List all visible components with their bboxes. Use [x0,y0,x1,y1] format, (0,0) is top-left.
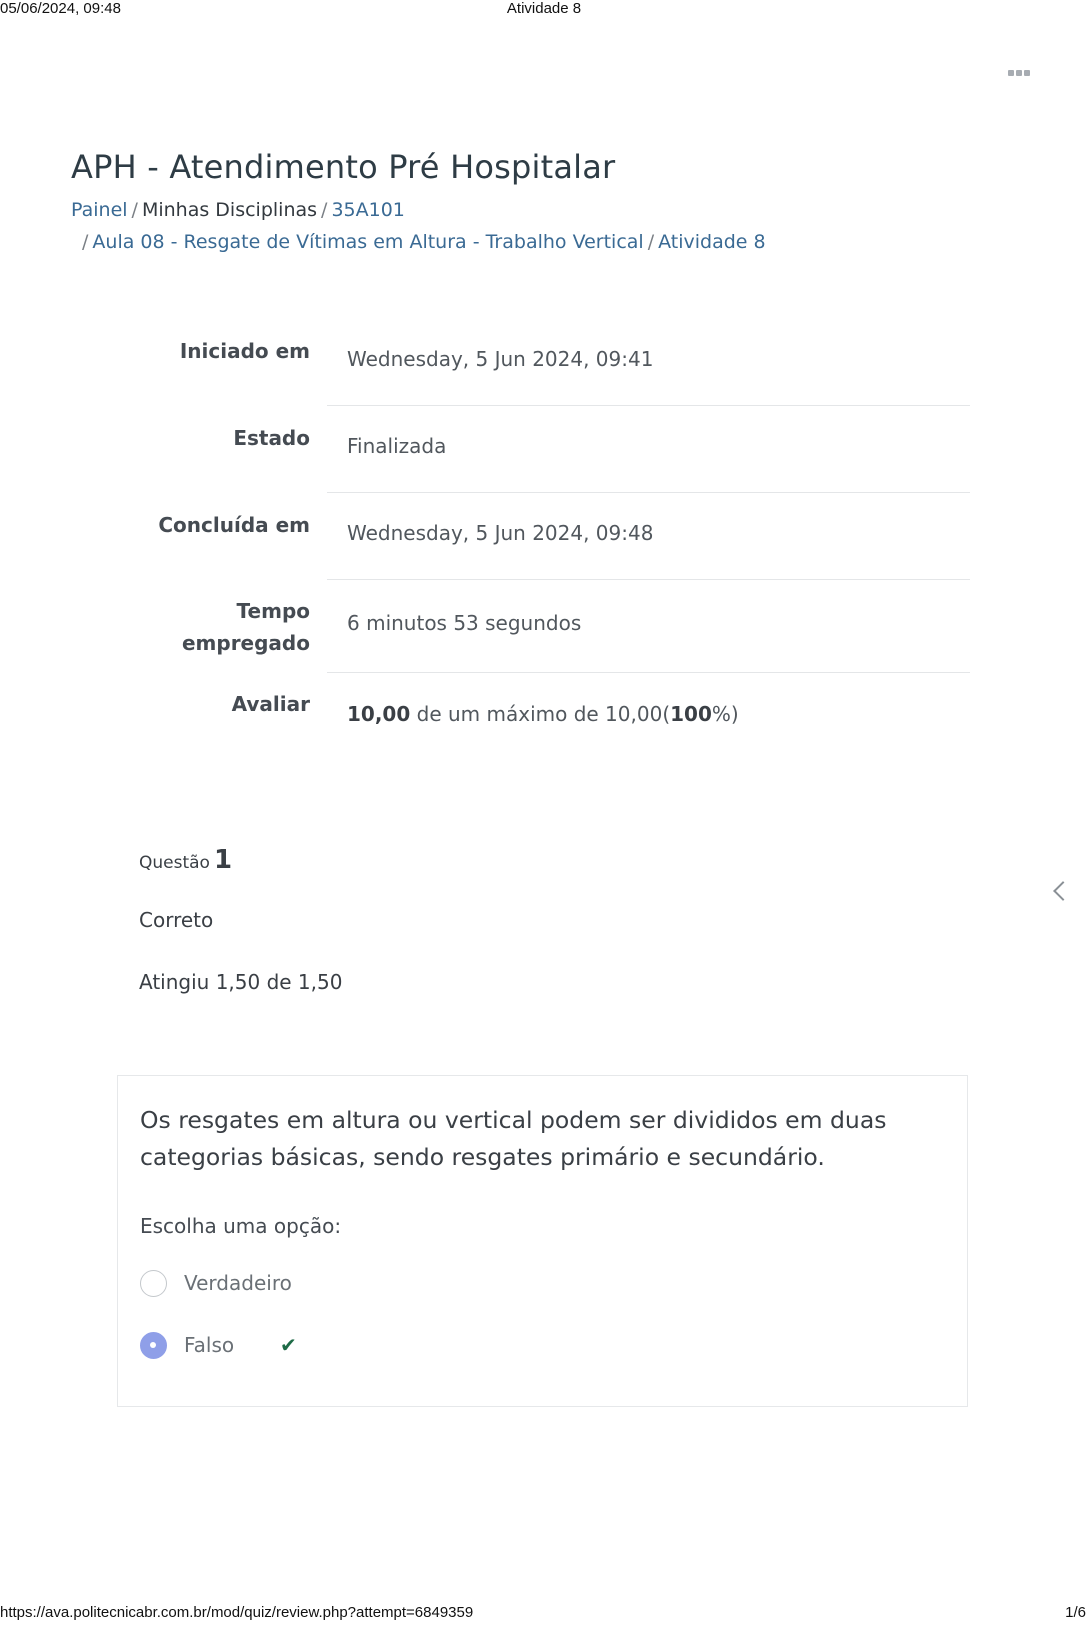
summary-label: Avaliar [231,692,310,716]
print-url: https://ava.politecnicabr.com.br/mod/quiz/review.php?attempt=6849359 [0,1604,474,1621]
summary-value [347,702,739,726]
more-horizontal-icon[interactable] [1008,70,1032,80]
print-datetime: 05/06/2024, 09:48 [0,0,121,17]
breadcrumb-separator: / [82,231,89,253]
question-mark: Atingiu 1,50 de 1,50 [139,970,343,994]
divider [327,405,970,406]
grade-middle: de um máximo de 10,00( [410,702,671,726]
breadcrumb-minhas-disciplinas: Minhas Disciplinas [141,199,318,221]
breadcrumb-separator: / [647,231,655,253]
page-title: APH - Atendimento Pré Hospitalar [71,148,616,186]
breadcrumb-course[interactable]: 35A101 [331,199,405,221]
divider [327,579,970,580]
radio-button[interactable] [140,1270,167,1297]
print-page-number: 1/6 [1065,1604,1086,1621]
breadcrumb-section[interactable]: Aula 08 - Resgate de Vítimas em Altura - Trabalho Vertical [92,231,644,253]
grade-percent: 100 [670,702,712,726]
print-title: Atividade 8 [506,0,582,17]
summary-label [110,595,310,659]
question-text: Os resgates em altura ou vertical podem ser divididos em duas categorias básicas, sendo resgates primário e secundário. [140,1106,887,1171]
summary-value: 6 minutos 53 segundos [347,611,582,635]
grade-suffix: %) [711,702,739,726]
breadcrumb-painel[interactable]: Painel [71,199,128,221]
answer-option-label: Verdadeiro [184,1271,292,1295]
question-content-box [117,1075,968,1407]
breadcrumb-separator: / [131,199,138,221]
answer-prompt: Escolha uma opção: [140,1214,342,1238]
chevron-left-icon[interactable] [1053,881,1073,901]
summary-label: Estado [233,426,310,450]
print-header [0,0,1088,20]
question-label: Questão [139,853,210,873]
breadcrumb-activity[interactable]: Atividade 8 [658,231,766,253]
print-footer [0,1604,1088,1624]
breadcrumb [71,194,766,258]
summary-label-line: Tempo [236,599,310,623]
summary-value: Wednesday, 5 Jun 2024, 09:41 [347,347,654,371]
divider [327,672,970,673]
summary-label: Iniciado em [179,339,310,363]
checkmark-icon: ✔ [280,1333,297,1357]
summary-value: Wednesday, 5 Jun 2024, 09:48 [347,521,654,545]
divider [327,492,970,493]
radio-button-selected[interactable] [140,1332,167,1359]
breadcrumb-separator: / [321,199,328,221]
question-number [139,845,232,875]
grade-score: 10,00 [347,702,411,726]
answer-option-label: Falso [184,1333,235,1357]
summary-label-line: empregado [181,631,310,655]
answer-option-verdadeiro[interactable] [140,1270,540,1300]
answer-option-falso[interactable] [140,1332,540,1362]
summary-label: Concluída em [158,513,310,537]
summary-value: Finalizada [347,434,447,458]
question-number-value: 1 [213,845,233,875]
question-state: Correto [139,908,214,932]
